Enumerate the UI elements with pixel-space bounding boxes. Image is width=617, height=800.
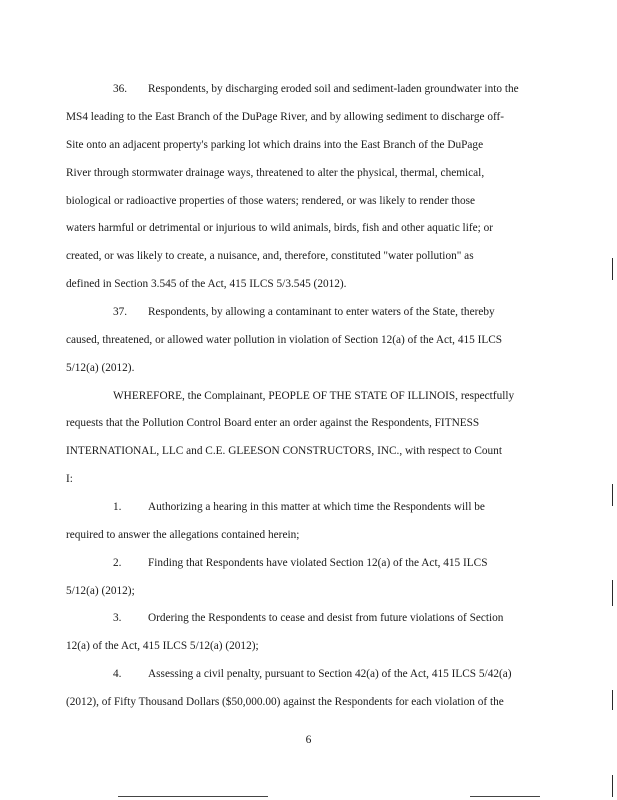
- paragraph-37-line: 5/12(a) (2012).: [66, 362, 135, 374]
- margin-mark: [612, 258, 613, 280]
- paragraph-36-line: waters harmful or detrimental or injurious to wild animals, birds, fish and other aquatic life; or: [66, 222, 493, 234]
- paragraph-36-line: biological or radioactive properties of those waters; rendered, or was likely to render those: [66, 195, 476, 207]
- paragraph-37-number: 37.: [113, 306, 128, 318]
- item-4-line: (2012), of Fifty Thousand Dollars ($50,000.00) against the Respondents for each violation of the: [66, 696, 504, 708]
- margin-mark: [612, 484, 613, 506]
- item-3-number: 3.: [113, 612, 122, 624]
- wherefore-line: INTERNATIONAL, LLC and C.E. GLEESON CONSTRUCTORS, INC., with respect to Count: [66, 445, 502, 457]
- paragraph-36-line: River through stormwater drainage ways, threatened to alter the physical, thermal, chemical,: [66, 167, 485, 179]
- footer-rule: [118, 796, 268, 797]
- item-2-number: 2.: [113, 557, 122, 569]
- wherefore-line: I:: [66, 473, 73, 485]
- wherefore-line: requests that the Pollution Control Board enter an order against the Respondents, FITNESS: [66, 417, 480, 429]
- item-3-first-line: Ordering the Respondents to cease and desist from future violations of Section: [148, 612, 504, 624]
- margin-mark: [612, 580, 613, 606]
- margin-mark: [612, 775, 613, 797]
- paragraph-36-number: 36.: [113, 83, 128, 95]
- paragraph-36-line: defined in Section 3.545 of the Act, 415 ILCS 5/3.545 (2012).: [66, 278, 347, 290]
- paragraph-36-line: Site onto an adjacent property's parking lot which drains into the East Branch of the DuPage: [66, 139, 484, 151]
- item-4-first-line: Assessing a civil penalty, pursuant to Section 42(a) of the Act, 415 ILCS 5/42(a): [148, 668, 512, 680]
- page-number: 6: [305, 734, 312, 746]
- item-1-line: required to answer the allegations contained herein;: [66, 529, 300, 541]
- item-1-first-line: Authorizing a hearing in this matter at which time the Respondents will be: [148, 501, 485, 513]
- paragraph-36-first-line: Respondents, by discharging eroded soil and sediment-laden groundwater into the: [148, 83, 519, 95]
- item-2-line: 5/12(a) (2012);: [66, 585, 135, 597]
- item-4-number: 4.: [113, 668, 122, 680]
- footer-rule: [470, 796, 540, 797]
- margin-mark: [612, 690, 613, 710]
- item-2-first-line: Finding that Respondents have violated Section 12(a) of the Act, 415 ILCS: [148, 557, 488, 569]
- paragraph-37-first-line: Respondents, by allowing a contaminant to enter waters of the State, thereby: [148, 306, 495, 318]
- paragraph-37-line: caused, threatened, or allowed water pollution in violation of Section 12(a) of the Act, 415 ILCS: [66, 334, 503, 346]
- item-3-line: 12(a) of the Act, 415 ILCS 5/12(a) (2012);: [66, 640, 259, 652]
- wherefore-first-line: WHEREFORE, the Complainant, PEOPLE OF THE STATE OF ILLINOIS, respectfully: [113, 390, 515, 402]
- paragraph-36-line: created, or was likely to create, a nuisance, and, therefore, constituted "water pollution" as: [66, 250, 474, 262]
- item-1-number: 1.: [113, 501, 122, 513]
- paragraph-36-line: MS4 leading to the East Branch of the DuPage River, and by allowing sediment to discharge off-: [66, 111, 505, 123]
